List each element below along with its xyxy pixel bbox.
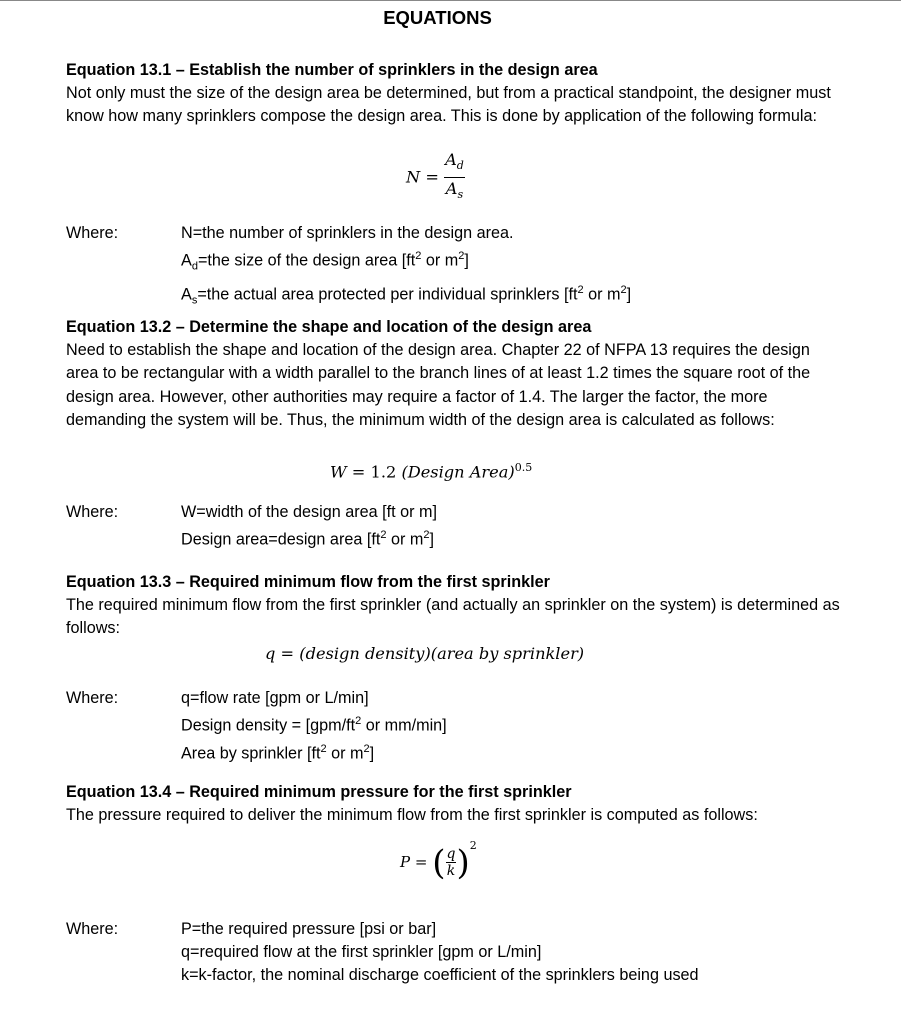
section-body: The pressure required to deliver the minimum flow from the first sprinkler is computed as follows: (66, 806, 758, 825)
eq-denominator: k (446, 863, 456, 879)
section-13-4 (66, 781, 786, 827)
eq-op: = (280, 644, 295, 663)
definition-item: Design area=design area [$ft^2$ or $m^2$] (181, 529, 434, 549)
section-13-1 (66, 59, 856, 129)
equation-13-1 (406, 150, 465, 206)
section-heading: Equation 13.2 – Determine the shape and location of the design area (66, 318, 592, 336)
section-heading: Equation 13.4 – Required minimum pressure for the first sprinkler (66, 783, 572, 801)
section-body: Not only must the size of the design area be determined, but from a practical standpoint, the designer must know how many sprinklers compose the design area. This is done by application of the following formula: (66, 84, 831, 126)
top-border (0, 0, 901, 1)
eq-den-sub: s (457, 188, 464, 202)
eq-exponent: 2 (469, 839, 477, 852)
where-label: Where: (66, 920, 119, 938)
definition-item: Design density = [$gpm/ft^2$ or mm/min] (181, 715, 447, 735)
definition-item: W=width of the design area [ft or m] (181, 503, 437, 521)
eq-fraction (446, 847, 457, 879)
section-heading: Equation 13.1 – Establish the number of sprinklers in the design area (66, 61, 598, 79)
definition-item: N=the number of sprinklers in the design area. (181, 224, 514, 242)
definition-item: $A_s=the$ actual area protected per individual sprinklers [$ft^2$ or $m^2$] (181, 284, 632, 307)
eq-denominator: A (445, 179, 458, 199)
eq-left-paren: ( (432, 843, 446, 883)
eq-right-paren: ) (456, 843, 470, 883)
section-heading: Equation 13.3 – Required minimum flow from the first sprinkler (66, 573, 550, 591)
equation-13-2 (330, 456, 532, 484)
eq-op: = (425, 167, 439, 187)
eq-fraction (444, 150, 465, 206)
eq-num-sub: d (456, 159, 464, 173)
definition-item: P=the required pressure [psi or bar] (181, 920, 437, 938)
equation-13-4 (400, 839, 477, 883)
eq-lhs: q (265, 644, 276, 663)
definition-item: $A_d=the$ size of the design area [$ft^2$ or $m^2$] (181, 250, 469, 273)
eq-expr: (Design Area) (401, 462, 515, 482)
eq-numerator: q (446, 846, 456, 862)
eq-lhs: P (400, 853, 411, 871)
section-13-2 (66, 316, 826, 432)
section-body: The required minimum flow from the first sprinkler (and actually an sprinkler on the system) is determined as follows: (66, 596, 840, 638)
definition-item: k=k-factor, the nominal discharge coefficient of the sprinklers being used (181, 966, 699, 985)
eq-exponent: 0.5 (514, 461, 533, 474)
equation-13-3 (265, 642, 584, 665)
eq-lhs: N (406, 167, 421, 187)
definition-item: q=required flow at the first sprinkler [gpm or L/min] (181, 943, 542, 962)
where-label: Where: (66, 503, 119, 521)
eq-coef: 1.2 (370, 462, 397, 482)
where-label: Where: (66, 224, 119, 242)
section-body: Need to establish the shape and location of the design area. Chapter 22 of NFPA 13 requires the design area to be rectangular with a width parallel to the branch lines of at least 1.2 times the square root of the design area. However, other authorities may require a factor of 1.4. The larger the factor, the more demanding the system will be. Thus, the minimum width of the design area is calculated as follows: (66, 341, 811, 429)
definitions-13-1 (181, 222, 871, 313)
eq-op: = (351, 462, 366, 482)
eq-expr: (design density)(area by sprinkler) (299, 644, 585, 663)
eq-numerator: A (445, 150, 457, 169)
definitions-13-4 (181, 918, 871, 988)
definition-item: q=flow rate [gpm or L/min] (181, 689, 369, 707)
definitions-13-2 (181, 501, 871, 552)
page-title: EQUATIONS (383, 7, 492, 28)
definitions-13-3 (181, 687, 871, 765)
eq-op: = (414, 853, 428, 871)
eq-lhs: W (330, 462, 347, 482)
where-label: Where: (66, 689, 119, 707)
definition-item: Area by sprinkler [$ft^2$ or $m^2$] (181, 742, 375, 763)
section-13-3 (66, 571, 856, 641)
